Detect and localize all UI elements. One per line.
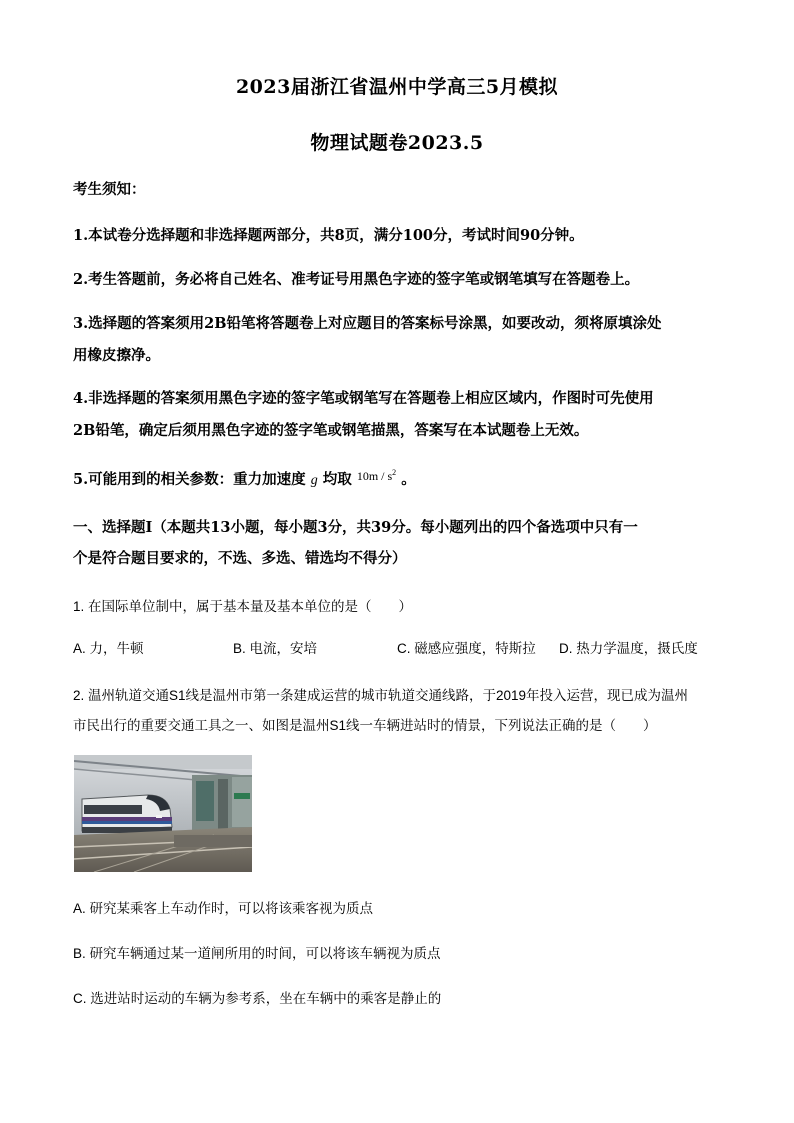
notice-item-4: 4.非选择题的答案须用黑色字迹的签字笔或钢笔写在答题卷上相应区域内，作图时可先使用: [73, 390, 654, 407]
question-1-stem: 1. 在国际单位制中，属于基本量及基本单位的是（ ）: [73, 599, 413, 614]
notice-item-5-suffix: 。: [401, 471, 416, 488]
question-2-option-a: A. 研究某乘客上车动作时，可以将该乘客视为质点: [73, 901, 374, 916]
gravity-unit: [357, 469, 396, 483]
question-1-option-a: A. 力，牛顿: [73, 641, 144, 656]
train-station-photo: [74, 755, 252, 872]
question-2-option-b: B. 研究车辆通过某一道闸所用的时间，可以将该车辆视为质点: [73, 946, 441, 961]
gravity-variable: g: [310, 473, 318, 488]
notice-item-4-cont: 2B铅笔，确定后须用黑色字迹的签字笔或钢笔描黑，答案写在本试题卷上无效。: [73, 422, 589, 439]
question-1-option-c: C. 磁感应强度，特斯拉: [397, 641, 536, 656]
section-heading-line-2: 个是符合题目要求的，不选、多选、错选均不得分）: [73, 550, 407, 567]
question-2-stem-line-2: 市民出行的重要交通工具之一、如图是温州S1线一车辆进站时的情景，下列说法正确的是（ ）: [73, 718, 657, 733]
question-2-option-c: C. 选进站时运动的车辆为参考系，坐在车辆中的乘客是静止的: [73, 991, 442, 1006]
notice-item-5-mid: 均取: [322, 471, 352, 488]
notice-item-5: [73, 468, 416, 489]
exam-title: 2023届浙江省温州中学高三5月模拟: [235, 76, 559, 98]
gravity-unit-exponent: 2: [392, 468, 397, 477]
notice-item-1: 1.本试卷分选择题和非选择题两部分，共8页，满分100分，考试时间90分钟。: [73, 227, 584, 244]
question-2-stem-line-1: 2. 温州轨道交通S1线是温州市第一条建成运营的城市轨道交通线路，于2019年投入运营，现已成为温州: [73, 688, 689, 703]
notice-item-5-prefix: 5.可能用到的相关参数：重力加速度: [73, 471, 306, 488]
gravity-unit-base: 10m / s: [356, 469, 393, 483]
notice-item-3: 3.选择题的答案须用2B铅笔将答题卷上对应题目的答案标号涂黑，如要改动，须将原填涂处: [73, 315, 662, 332]
notice-item-2: 2.考生答题前，务必将自己姓名、准考证号用黑色字迹的签字笔或钢笔填写在答题卷上。: [73, 271, 640, 288]
notice-heading: 考生须知：: [73, 181, 146, 198]
section-heading-line-1: 一、选择题Ⅰ（本题共13小题，每小题3分，共39分。每小题列出的四个备选项中只有一: [73, 519, 638, 536]
notice-item-3-cont: 用橡皮擦净。: [73, 347, 160, 364]
question-1-option-d: D. 热力学温度，摄氏度: [559, 641, 698, 656]
exam-subtitle: 物理试题卷2023.5: [310, 132, 484, 154]
question-1-option-b: B. 电流，安培: [233, 641, 318, 656]
